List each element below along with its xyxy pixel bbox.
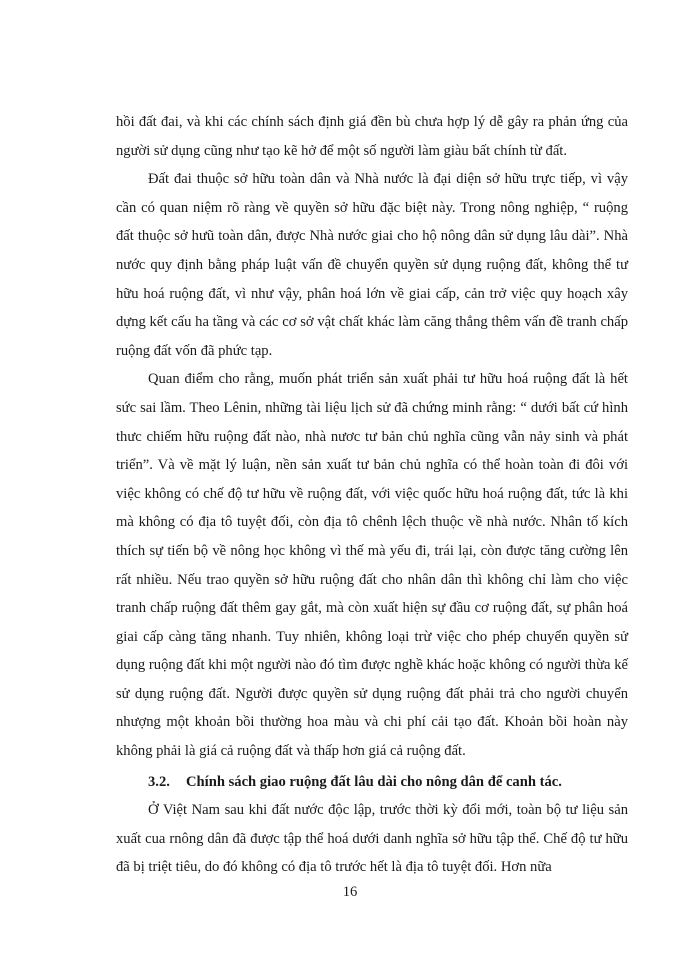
paragraph-privatization-view: Quan điểm cho rằng, muốn phát triển sản xuất phải tư hữu hoá ruộng đất là hết sức sai lầm. Theo Lênin, những tài liệu lịch sử đã chứng minh rằng: “ dưới bất cứ hình thưc chiếm hữu ruộng đất nào, nhà nươc tư bản chủ nghĩa cũng vẫn nảy sinh và phát triển”. Và về mặt lý luận, nền sản xuất tư bản chủ nghĩa có thể hoàn toàn đi đôi với việc không có chế độ tư hữu về ruộng đất, với việc quốc hữu hoá ruộng đất, tức là khi mà không có địa tô tuyệt đối, còn địa tô chênh lệch thuộc về nhà nước. Nhân tố kích thích sự tiến bộ về nông học không vì thế mà yếu đi, trái lại, còn được tăng cường lên rất nhiều. Nếu trao quyền sở hữu ruộng đất cho nhân dân thì không chỉ làm cho việc tranh chấp ruộng đất thêm gay gắt, mà còn xuất hiện sự đầu cơ ruộng đất, sự phân hoá giai cấp càng tăng nhanh. Tuy nhiên, không loại trừ việc cho phép chuyển quyền sử dụng ruộng đất khi một người nào đó tìm được nghề khác hoặc không có người thừa kế sử dụng ruộng đất. Người được quyền sử dụng ruộng đất phải trả cho người chuyển nhượng một khoản bồi thường hoa màu và chi phí cải tạo đất. Khoản bồi hoàn này không phải là giá cả ruộng đất và thấp hơn giá cả ruộng đất. (116, 371, 628, 760)
page-number: 16 (342, 884, 358, 900)
section-title: Chính sách giao ruộng đất lâu dài cho nông dân để canh tác. (186, 773, 562, 790)
section-heading (116, 768, 628, 797)
paragraph-vietnam-history: Ở Việt Nam sau khi đất nước độc lập, trước thời kỳ đổi mới, toàn bộ tư liệu sản xuất cua rnông dân đã được tập thể hoá dưới danh nghĩa sở hữu tập thể. Chế độ tư hữu đã bị triệt tiêu, do đó không có địa tô trước hết là địa tô tuyệt đối. Hơn nữa (116, 802, 628, 876)
paragraph-land-ownership: Đất đai thuộc sở hữu toàn dân và Nhà nước là đại diện sở hữu trực tiếp, vì vậy cần có quan niệm rõ ràng về quyền sở hữu đặc biệt này. Trong nông nghiệp, “ ruộng đất thuộc sở hưũ toàn dân, được Nhà nước giai cho hộ nông dân sử dụng lâu dài”. Nhà nước quy định bằng pháp luật vấn đề chuyển quyền sử dụng ruộng đất, không thể tư hữu hoá ruộng đất, vì như vậy, phân hoá lớn về giai cấp, cản trở việc quy hoạch xây dựng kết cấu ha tầng và các cơ sở vật chất khác làm căng thẳng thêm vấn đề tranh chấp ruộng đất vốn đã phức tạp. (116, 171, 628, 359)
paragraph-continuation: hồi đất đai, và khi các chính sách định giá đền bù chưa hợp lý dễ gây ra phản ứng của người sử dụng cũng như tạo kẽ hở để một số người làm giàu bất chính từ đất. (116, 114, 628, 159)
document-body (116, 108, 628, 882)
section-number: 3.2. (148, 773, 170, 790)
